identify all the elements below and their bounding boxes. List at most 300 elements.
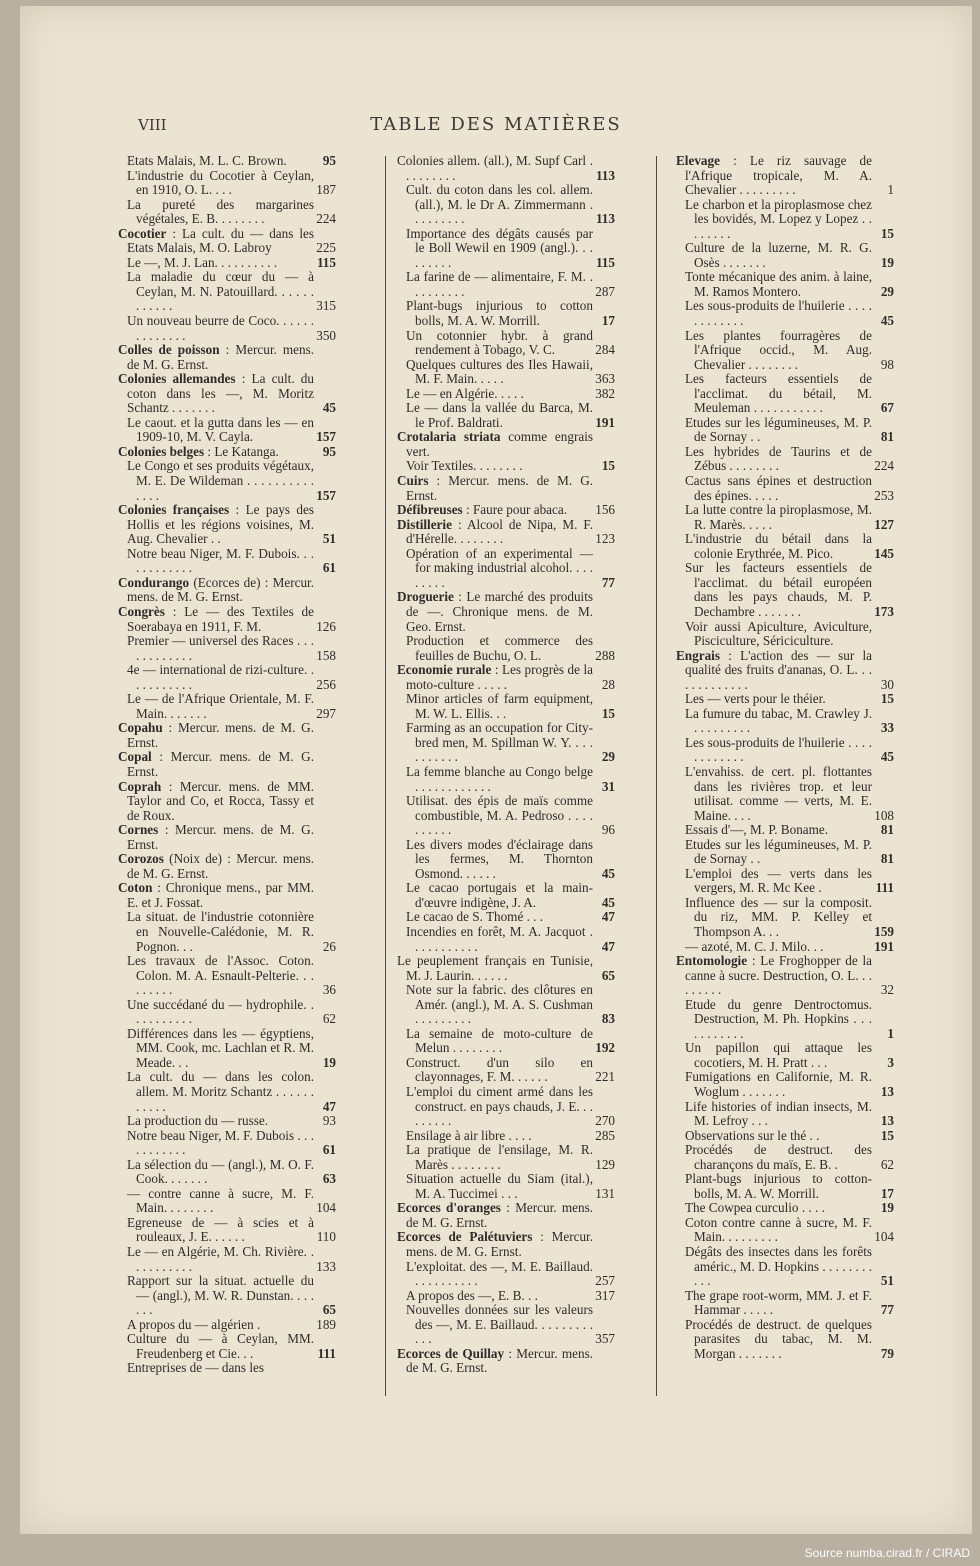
entry-page-number: 145 xyxy=(874,545,894,561)
index-entry xyxy=(118,1114,336,1129)
entry-page-number: 30 xyxy=(880,676,894,692)
index-entry xyxy=(397,881,615,910)
entry-text: Life histories of indian insects, M. M. Lefroy . . . xyxy=(685,1098,872,1129)
entry-page-number: 65 xyxy=(601,967,615,983)
index-entry xyxy=(676,1129,894,1144)
index-column-3 xyxy=(676,154,894,1361)
entry-text: Voir aussi Apiculture, Aviculture, Pisciculture, Sériciculture. xyxy=(685,618,872,649)
entry-page-number: 113 xyxy=(595,211,615,227)
index-entry xyxy=(118,663,336,692)
entry-text: — contre canne à sucre, M. F. Main. . . . . . . . xyxy=(127,1185,314,1216)
entry-page-number: 224 xyxy=(874,458,894,474)
entry-text: Opération of an experimental — for making industrial alcohol. . . . . . . . . xyxy=(406,545,593,590)
entry-text: Production et commerce des feuilles de Buchu, O. L. xyxy=(406,633,593,663)
entry-page-number: 45 xyxy=(601,865,615,881)
index-entry xyxy=(397,1085,615,1129)
index-entry xyxy=(676,692,894,707)
entry-page-number: 51 xyxy=(880,1273,894,1289)
entry-page-number: 61 xyxy=(322,560,336,576)
entry-page-number: 81 xyxy=(880,851,894,867)
entry-text: La fumure du tabac, M. Crawley J. . . . . . . . . . xyxy=(685,705,872,736)
entry-page-number: 317 xyxy=(595,1287,615,1303)
index-entry xyxy=(118,852,336,881)
index-entry xyxy=(676,1289,894,1318)
entry-page-number: 113 xyxy=(595,167,615,183)
entry-text: Le peuplement français en Tunisie, M. J. Laurin. . . . . . xyxy=(397,953,593,983)
entry-page-number: 115 xyxy=(595,254,615,270)
index-entry xyxy=(397,154,615,183)
entry-text: Les hybrides de Taurins et de Zébus . . . . . . . . xyxy=(685,443,872,474)
index-entry xyxy=(397,954,615,983)
entry-page-number: 13 xyxy=(880,1084,894,1099)
index-entry xyxy=(118,169,336,198)
entry-text: Importance des dégâts causés par le Boll Wewil en 1909 (angl.). . . . . . . . . xyxy=(406,225,593,270)
entry-page-number: 225 xyxy=(316,240,336,256)
entry-page-number: 62 xyxy=(322,1011,336,1027)
index-entry xyxy=(397,387,615,402)
entry-text: Essais d'—, M. P. Boname. xyxy=(685,822,829,838)
index-entry xyxy=(397,1129,615,1144)
index-entry xyxy=(397,358,615,387)
entry-page-number: 382 xyxy=(595,385,615,401)
page-header xyxy=(20,112,972,142)
index-entry xyxy=(397,1143,615,1172)
index-entry xyxy=(676,954,894,998)
entry-page-number: 19 xyxy=(322,1054,336,1070)
entry-text: : Mercur. mens. de M. G. Ernst. xyxy=(127,720,315,750)
entry-page-number: 19 xyxy=(880,1200,894,1216)
entry-page-number: 83 xyxy=(601,1011,615,1027)
entry-text: : Le pays des Hollis et les régions voisines, M. Aug. Chevalier . . xyxy=(127,502,315,547)
index-entry xyxy=(676,198,894,242)
index-entry xyxy=(676,1216,894,1245)
index-entry xyxy=(118,1158,336,1187)
entry-page-number: 47 xyxy=(601,909,615,925)
entry-text: : Mercur. mens. de M. G. Ernst. xyxy=(406,473,594,503)
entry-text: : Mercur. mens. de M. G. Ernst. xyxy=(127,822,315,852)
entry-page-number: 15 xyxy=(880,225,894,241)
entry-text: Cult. du coton dans les col. allem. (all.), M. le Dr A. Zimmermann . . . . . . . . . xyxy=(406,182,593,227)
index-entry xyxy=(676,241,894,270)
index-entry xyxy=(118,823,336,852)
entry-page-number: 28 xyxy=(601,676,615,692)
entry-text: Un nouveau beurre de Coco. . . . . . . . . . . . . . xyxy=(127,313,314,343)
index-entry xyxy=(397,518,615,547)
entry-text: La pratique de l'ensilage, M. R. Marès . . . . . . . . xyxy=(406,1142,593,1172)
index-entry xyxy=(676,561,894,619)
entry-text: L'emploi du ciment armé dans les construct. en pays chauds, J. E. . . . . . . . . xyxy=(406,1084,593,1129)
entry-text: — azoté, M. C. J. Milo. . . xyxy=(685,938,824,954)
entry-text: (Noix de) : Mercur. mens. de M. G. Ernst. xyxy=(127,851,315,881)
index-entry xyxy=(118,750,336,779)
index-entry xyxy=(397,1201,615,1230)
entry-text: Sur les facteurs essentiels de l'acclimat. du bétail européen dans les pays chauds, M. P. Dechambre . . . . . . . xyxy=(685,560,872,619)
index-entry xyxy=(676,1070,894,1099)
index-entry xyxy=(118,954,336,998)
entry-text: Entreprises de — dans les xyxy=(127,1360,264,1376)
entry-page-number: 110 xyxy=(316,1229,336,1245)
entry-text: Minor articles of farm equipment, M. W. L. Ellis. . . xyxy=(406,691,593,721)
entry-text: Procédés de destruct. de quelques parasites du tabac, M. M. Morgan . . . . . . . xyxy=(685,1316,872,1361)
index-column-1 xyxy=(118,154,336,1376)
entry-keyword: Colonies françaises xyxy=(118,502,230,518)
entry-text: Les plantes fourragères de l'Afrique occid., M. Aug. Chevalier . . . . . . . . xyxy=(685,327,872,372)
entry-text: La production du — russe. xyxy=(127,1113,269,1129)
entry-page-number: 257 xyxy=(595,1273,615,1289)
entry-page-number: 17 xyxy=(601,313,615,329)
entry-page-number: 15 xyxy=(601,705,615,721)
index-entry xyxy=(676,372,894,416)
entry-page-number: 363 xyxy=(595,371,615,387)
entry-text: : Le riz sauvage de l'Afrique tropicale, M. A. Chevalier . . . . . . . . . xyxy=(685,153,873,198)
entry-page-number: 26 xyxy=(322,938,336,954)
index-entry xyxy=(118,1361,336,1376)
entry-keyword: Corozos xyxy=(118,851,164,867)
entry-page-number: 95 xyxy=(322,153,336,168)
entry-page-number: 133 xyxy=(316,1258,336,1274)
index-entry xyxy=(676,1201,894,1216)
index-entry xyxy=(118,1187,336,1216)
document-page xyxy=(20,6,972,1534)
entry-page-number: 45 xyxy=(880,313,894,329)
entry-text: Plant-bugs injurious to cotton bolls, M. A. W. Morrill. xyxy=(406,298,593,329)
entry-text: Etats Malais, M. L. C. Brown. xyxy=(127,153,287,168)
entry-page-number: 111 xyxy=(317,1345,336,1361)
entry-page-number: 96 xyxy=(601,822,615,838)
entry-text: 4e — international de rizi-culture. . . . . . . . . . . xyxy=(127,662,314,692)
entry-page-number: 256 xyxy=(316,676,336,692)
entry-page-number: 129 xyxy=(595,1156,615,1172)
entry-text: La maladie du cœur du — à Ceylan, M. N. Patouillard. . . . . . . . . . . . xyxy=(127,269,314,314)
entry-page-number: 253 xyxy=(874,487,894,503)
index-entry xyxy=(676,867,894,896)
entry-text: L'emploi des — verts dans les vergers, M. R. Mc Kee . xyxy=(685,865,872,896)
entry-text: Les sous-produits de l'huilerie . . . . . . . . . . . . xyxy=(685,734,872,765)
index-entry xyxy=(397,794,615,838)
index-entry xyxy=(397,721,615,765)
entry-keyword: Economie rurale xyxy=(397,662,492,678)
entry-page-number: 115 xyxy=(316,254,336,270)
entry-text: Le —, M. J. Lan. . . . . . . . . . xyxy=(127,254,278,270)
entry-page-number: 81 xyxy=(880,429,894,445)
index-entry xyxy=(397,299,615,328)
entry-text: Différences dans les — égyptiens, MM. Cook, mc. Lachlan et R. M. Meade. . . xyxy=(127,1025,314,1070)
entry-page-number: 29 xyxy=(880,283,894,299)
entry-page-number: 189 xyxy=(316,1316,336,1332)
entry-page-number: 191 xyxy=(874,938,894,954)
entry-page-number: 357 xyxy=(595,1331,615,1347)
entry-keyword: Distillerie xyxy=(397,516,452,532)
index-entry xyxy=(397,1230,615,1259)
index-entry xyxy=(118,198,336,227)
entry-page-number: 45 xyxy=(601,894,615,910)
index-entry xyxy=(118,881,336,910)
entry-page-number: 81 xyxy=(880,822,894,838)
index-entry xyxy=(397,692,615,721)
index-entry xyxy=(397,1347,615,1376)
entry-text: Notre beau Niger, M. F. Dubois . . . . . . . . . . . xyxy=(127,1127,314,1158)
entry-keyword: Ecorces de Palétuviers xyxy=(397,1229,533,1245)
entry-page-number: 350 xyxy=(316,327,336,343)
entry-text: Note sur la fabric. des clôtures en Amér. (angl.), M. A. S. Cushman . . . . . . . . . xyxy=(406,982,593,1027)
index-entry xyxy=(676,532,894,561)
entry-text: Le — de l'Afrique Orientale, M. F. Main. . . . . . . xyxy=(127,691,314,721)
entry-keyword: Défibreuses xyxy=(397,502,463,518)
entry-text: Le — dans la vallée du Barca, M. le Prof. Baldrati. xyxy=(406,400,593,430)
entry-keyword: Colles de poisson xyxy=(118,342,220,358)
entry-page-number: 285 xyxy=(595,1127,615,1143)
entry-page-number: 33 xyxy=(880,720,894,736)
entry-text: : Les progrès de la moto-culture . . . . . xyxy=(406,662,594,692)
entry-page-number: 45 xyxy=(880,749,894,765)
entry-text: Incendies en forêt, M. A. Jacquot . . . . . . . . . . . xyxy=(406,923,593,954)
index-entry xyxy=(397,634,615,663)
entry-text: : Le Katanga. xyxy=(207,443,279,459)
index-entry xyxy=(397,401,615,430)
entry-page-number: 95 xyxy=(322,443,336,459)
page-title: TABLE DES MATIÈRES xyxy=(370,114,622,135)
index-entry xyxy=(397,910,615,925)
entry-page-number: 191 xyxy=(595,414,615,430)
entry-text: La semaine de moto-culture de Melun . . . . . . . . xyxy=(406,1025,593,1056)
index-entry xyxy=(118,256,336,271)
entry-keyword: Engrais xyxy=(676,647,720,663)
entry-page-number: 65 xyxy=(322,1302,336,1318)
entry-text: Les sous-produits de l'huilerie . . . . . . . . . . . . xyxy=(685,298,872,329)
entry-text: La farine de — alimentaire, F. M. . . . . . . . . . xyxy=(406,269,593,299)
entry-page-number: 287 xyxy=(595,283,615,299)
entry-text: Situation actuelle du Siam (ital.), M. A. Tuccimei . . . xyxy=(406,1171,593,1201)
entry-text: Le Congo et ses produits végétaux, M. E. De Wildeman . . . . . . . . . . . . . . xyxy=(127,458,314,503)
entry-text: Etudes sur les légumineuses, M. P. de Sornay . . xyxy=(685,836,872,867)
entry-page-number: 111 xyxy=(875,880,894,896)
entry-text: A propos des —, E. B. . . xyxy=(406,1287,538,1303)
entry-text: Un cotonnier hybr. à grand rendement à Tobago, V. C. xyxy=(406,327,593,358)
index-entry xyxy=(676,445,894,474)
entry-page-number: 15 xyxy=(880,1127,894,1143)
entry-page-number: 131 xyxy=(595,1185,615,1201)
entry-text: L'envahiss. de cert. pl. flottantes dans les rivières trop. et leur utilisat. comme — verts, M. E. Maine. . . . xyxy=(685,763,872,823)
entry-text: : Mercur. mens. de M. G. Ernst. xyxy=(406,1229,594,1260)
entry-text: : Mercur. mens. de MM. Taylor and Co, et Rocca, Tassy et de Roux. xyxy=(127,778,315,823)
entry-text: Le caout. et la gutta dans les — en 1909-10, M. V. Cayla. xyxy=(127,414,314,445)
entry-text: comme engrais vert. xyxy=(406,429,593,459)
entry-page-number: 61 xyxy=(322,1142,336,1158)
index-entry xyxy=(676,838,894,867)
entry-text: Etudes sur les légumineuses, M. P. de Sornay . . xyxy=(685,414,872,445)
index-entry xyxy=(676,765,894,823)
entry-text: : La cult. du coton dans les —, M. Moritz Schantz . . . . . . . xyxy=(127,371,314,416)
entry-text: Culture de la luzerne, M. R. G. Osès . . . . . . . xyxy=(685,240,872,270)
entry-text: Observations sur le thé . . xyxy=(685,1127,820,1143)
entry-text: Influence des — sur la composit. du riz, MM. P. Kelley et Thompson A. . . xyxy=(685,894,872,939)
entry-text: Le — en Algérie. . . . . xyxy=(406,385,524,401)
entry-text: Utilisat. des épis de maïs comme combustible, M. A. Pedroso . . . . . . . . . . xyxy=(406,793,593,838)
index-entry xyxy=(118,576,336,605)
entry-text: (Ecorces de) : Mercur. mens. de M. G. Ernst. xyxy=(127,574,315,605)
entry-text: Construct. d'un silo en clayonnages, F. M. . . . . . xyxy=(406,1054,593,1085)
entry-page-number: 157 xyxy=(316,429,336,445)
entry-page-number: 31 xyxy=(601,778,615,794)
entry-text: La situat. de l'industrie cotonnière en Nouvelle-Calédonie, M. R. Pognon. . . xyxy=(127,909,314,954)
entry-text: : Le Froghopper de la canne à sucre. Destruction, O. L. . . . . . . . . xyxy=(685,953,873,998)
index-entry xyxy=(676,1100,894,1129)
entry-keyword: Cocotier xyxy=(118,225,167,241)
entry-page-number: 297 xyxy=(316,705,336,721)
entry-page-number: 127 xyxy=(874,516,894,532)
index-entry xyxy=(676,474,894,503)
index-entry xyxy=(397,227,615,271)
entry-page-number: 17 xyxy=(880,1185,894,1201)
index-entry xyxy=(118,721,336,750)
index-entry xyxy=(676,154,894,198)
entry-text: Les divers modes d'éclairage dans les fermes, M. Thornton Osmond. . . . . . xyxy=(406,836,593,881)
index-entry xyxy=(676,707,894,736)
entry-text: : La cult. du — dans les Etats Malais, M. O. Labroy xyxy=(127,225,315,256)
entry-keyword: Congrès xyxy=(118,603,165,619)
entry-text: Egreneuse de — à scies et à rouleaux, J. E. . . . . . xyxy=(127,1214,314,1245)
index-entry xyxy=(118,1245,336,1274)
entry-page-number: 173 xyxy=(874,603,894,619)
index-entry xyxy=(118,1027,336,1071)
entry-keyword: Droguerie xyxy=(397,589,454,605)
index-entry xyxy=(676,1041,894,1070)
entry-text: Ensilage à air libre . . . . xyxy=(406,1127,532,1143)
entry-text: Dégâts des insectes dans les forêts améric., M. D. Hopkins . . . . . . . . . . . xyxy=(685,1244,872,1289)
entry-text: Premier — universel des Races . . . . . . . . . . . . xyxy=(127,633,314,663)
entry-keyword: Cuirs xyxy=(397,473,429,489)
index-entry xyxy=(676,649,894,693)
entry-page-number: 79 xyxy=(880,1345,894,1361)
entry-text: Le — en Algérie, M. Ch. Rivière. . . . . . . . . . . xyxy=(127,1244,314,1274)
entry-page-number: 187 xyxy=(316,182,336,198)
entry-page-number: 47 xyxy=(601,938,615,954)
entry-text: Procédés de destruct. des charançons du maïs, E. B. . xyxy=(685,1142,872,1172)
entry-text: Le charbon et la piroplasmose chez les bovidés, M. Lopez y Lopez . . . . . . . . xyxy=(685,196,872,241)
entry-text: La cult. du — dans les colon. allem. M. Moritz Schantz . . . . . . . . . . . xyxy=(127,1069,314,1114)
index-entry xyxy=(676,896,894,940)
index-entry xyxy=(397,1056,615,1085)
index-entry xyxy=(397,663,615,692)
index-entry xyxy=(118,1216,336,1245)
entry-text: L'industrie du Cocotier à Ceylan, en 1910, O. L. . . . xyxy=(127,167,314,198)
entry-keyword: Copahu xyxy=(118,720,163,736)
index-entry xyxy=(118,503,336,547)
index-entry xyxy=(397,1260,615,1289)
index-entry xyxy=(118,445,336,460)
entry-text: : Mercur. mens. de M. G. Ernst. xyxy=(406,1345,593,1376)
entry-text: Quelques cultures des Iles Hawaii, M. F. Main. . . . . xyxy=(406,356,593,387)
entry-text: A propos du — algérien . xyxy=(127,1316,261,1332)
entry-keyword: Coton xyxy=(118,880,153,896)
entry-page-number: 108 xyxy=(874,807,894,823)
entry-text: : Faure pour abaca. xyxy=(465,502,568,518)
entry-text: The grape root-worm, MM. J. et F. Hammar . . . . . xyxy=(685,1287,872,1318)
entry-keyword: Elevage xyxy=(676,153,720,168)
index-entry xyxy=(676,1245,894,1289)
index-entry xyxy=(397,183,615,227)
entry-text: La femme blanche au Congo belge . . . . . . . . . . . . xyxy=(406,763,593,794)
entry-page-number: 67 xyxy=(880,400,894,416)
entry-text: Plant-bugs injurious to cotton-bolls, M. A. W. Morrill. xyxy=(685,1171,872,1201)
entry-page-number: 19 xyxy=(880,254,894,270)
index-entry xyxy=(676,620,894,649)
entry-page-number: 77 xyxy=(601,574,615,590)
index-entry xyxy=(118,634,336,663)
index-entry xyxy=(118,1318,336,1333)
index-entry xyxy=(397,1289,615,1304)
index-entry xyxy=(397,459,615,474)
entry-text: Colonies allem. (all.), M. Supf Carl . . . . . . . . . xyxy=(397,153,593,183)
entry-text: : Le — des Textiles de Soerabaya en 1911, F. M. xyxy=(127,603,315,634)
entry-page-number: 47 xyxy=(322,1098,336,1114)
index-entry xyxy=(397,474,615,503)
entry-text: Un papillon qui attaque les cocotiers, M. H. Pratt . . . xyxy=(685,1040,872,1070)
entry-text: La lutte contre la piroplasmose, M. R. Marès. . . . . xyxy=(685,502,872,532)
entry-page-number: 98 xyxy=(880,356,894,372)
entry-text: : L'action des — sur la qualité des fruits d'ananas, O. L. . . . . . . . . . . . . xyxy=(685,647,872,692)
entry-page-number: 157 xyxy=(316,487,336,503)
index-entry xyxy=(118,692,336,721)
entry-page-number: 93 xyxy=(322,1113,336,1129)
entry-text: : Le marché des produits de —. Chronique mens. de M. Geo. Ernst. xyxy=(406,589,593,634)
index-entry xyxy=(676,998,894,1042)
index-entry xyxy=(397,329,615,358)
entry-page-number: 270 xyxy=(595,1113,615,1129)
entry-page-number: 32 xyxy=(880,982,894,998)
index-entry xyxy=(676,329,894,373)
index-entry xyxy=(676,1143,894,1172)
entry-text: Fumigations en Californie, M. R. Woglum . . . . . . . xyxy=(685,1069,872,1099)
entry-page-number: 104 xyxy=(874,1229,894,1245)
entry-keyword: Ecorces d'oranges xyxy=(397,1200,501,1216)
entry-keyword: Ecorces de Quillay xyxy=(397,1345,505,1361)
index-entry xyxy=(118,227,336,256)
entry-text: Les facteurs essentiels de l'acclimat. du bétail, M. Meuleman . . . . . . . . . . . xyxy=(685,371,872,416)
entry-text: Coton contre canne à sucre, M. F. Main. . . . . . . . . xyxy=(685,1214,872,1245)
index-entry xyxy=(118,547,336,576)
entry-text: Une succédané du — hydrophile. . . . . . . . . . . xyxy=(127,996,314,1027)
index-column-2 xyxy=(397,154,615,1376)
entry-page-number: 63 xyxy=(322,1171,336,1187)
index-entry xyxy=(397,590,615,634)
index-entry xyxy=(397,547,615,591)
index-entry xyxy=(676,299,894,328)
entry-page-number: 1 xyxy=(887,182,894,198)
entry-text: Le cacao portugais et la main-d'œuvre indigène, J. A. xyxy=(406,880,593,910)
entry-page-number: 158 xyxy=(316,647,336,663)
entry-page-number: 36 xyxy=(322,982,336,998)
entry-text: La sélection du — (angl.), M. O. F. Cook. . . . . . . xyxy=(127,1156,314,1187)
index-entry xyxy=(118,1070,336,1114)
index-entry xyxy=(676,940,894,955)
entry-text: : Alcool de Nipa, M. F. d'Hérelle. . . . . . . . xyxy=(406,516,593,547)
entry-page-number: 15 xyxy=(880,691,894,707)
entry-keyword: Entomologie xyxy=(676,953,748,969)
entry-text: Nouvelles données sur les valeurs des —, M. E. Baillaud. . . . . . . . . . . . xyxy=(406,1302,593,1347)
entry-page-number: 29 xyxy=(601,749,615,765)
entry-page-number: 62 xyxy=(880,1156,894,1172)
index-entry xyxy=(118,910,336,954)
index-entry xyxy=(676,416,894,445)
entry-page-number: 3 xyxy=(887,1054,894,1070)
entry-text: Rapport sur la situat. actuelle du — (angl.), M. W. R. Dunstan. . . . . . . xyxy=(127,1273,314,1318)
index-entry xyxy=(118,605,336,634)
index-entry xyxy=(118,1332,336,1361)
entry-text: L'industrie du bétail dans la colonie Erythrée, M. Pico. xyxy=(685,531,872,561)
entry-keyword: Coprah xyxy=(118,778,162,794)
entry-text: The Cowpea curculio . . . . xyxy=(685,1200,825,1216)
